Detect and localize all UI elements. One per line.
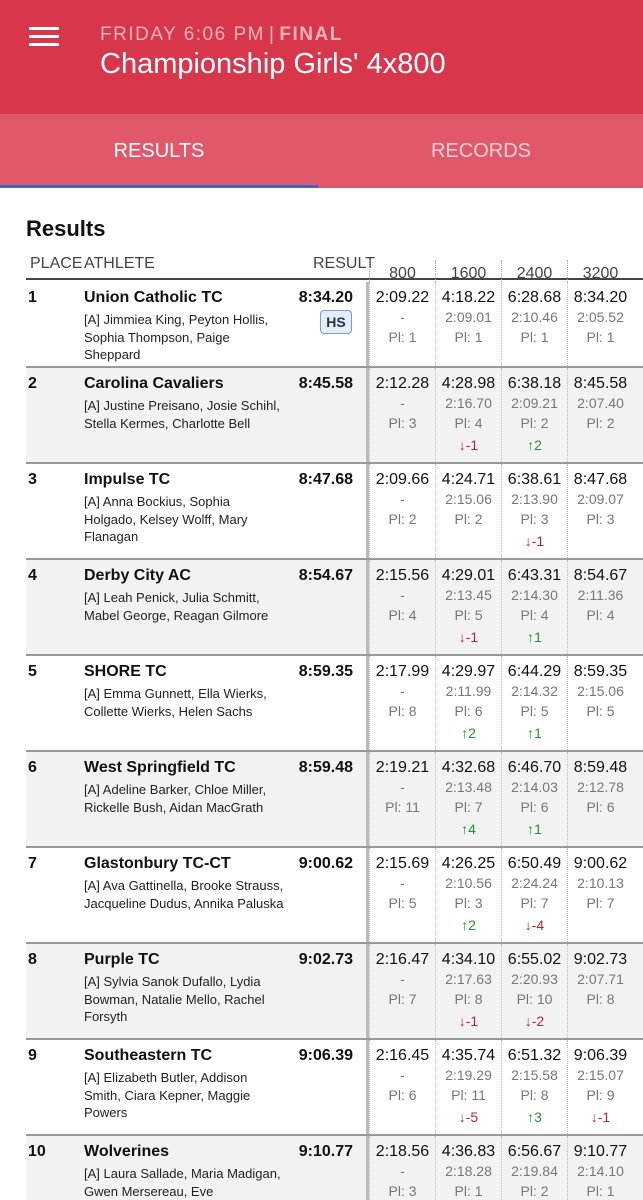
split-place: Pl: 6 bbox=[454, 703, 483, 719]
split-lap: 2:19.84 bbox=[511, 1163, 558, 1179]
split-place: Pl: 4 bbox=[454, 415, 483, 431]
split-time: 2:18.56 bbox=[375, 1143, 430, 1160]
split-time: 4:24.71 bbox=[441, 471, 496, 488]
split-place: Pl: 9 bbox=[586, 1087, 615, 1103]
split-cell bbox=[369, 848, 435, 942]
row-result: 8:34.20 bbox=[298, 289, 353, 306]
split-cell bbox=[435, 282, 501, 366]
row-team-name: Derby City AC bbox=[84, 567, 191, 584]
split-cell bbox=[435, 656, 501, 750]
split-lap: 2:10.46 bbox=[511, 309, 558, 325]
split-lap: 2:10.56 bbox=[445, 875, 492, 891]
row-result: 8:45.58 bbox=[298, 375, 353, 392]
status-separator: | bbox=[268, 24, 276, 45]
event-status: FINAL bbox=[279, 24, 343, 45]
row-place: 1 bbox=[28, 289, 37, 306]
split-place: Pl: 11 bbox=[451, 1087, 486, 1103]
row-result: 8:59.48 bbox=[298, 759, 353, 776]
split-time: 4:36.83 bbox=[441, 1143, 496, 1160]
place-change: ↑2 bbox=[461, 917, 476, 933]
split-cell bbox=[435, 944, 501, 1038]
split-cell bbox=[435, 560, 501, 654]
row-team-name: Southeastern TC bbox=[84, 1047, 213, 1064]
split-cell bbox=[435, 752, 501, 846]
app-header bbox=[0, 0, 643, 114]
split-lap: 2:18.28 bbox=[445, 1163, 492, 1179]
split-lap: 2:11.99 bbox=[445, 683, 492, 699]
split-cell bbox=[567, 282, 633, 366]
split-place: Pl: 7 bbox=[388, 991, 417, 1007]
split-place: Pl: 5 bbox=[454, 607, 483, 623]
split-place: Pl: 6 bbox=[388, 1087, 417, 1103]
split-time: 8:59.35 bbox=[573, 663, 628, 680]
tab-records[interactable]: RECORDS bbox=[430, 139, 531, 162]
row-place: 9 bbox=[28, 1047, 37, 1064]
split-time: 4:34.10 bbox=[441, 951, 496, 968]
split-cell bbox=[501, 1136, 567, 1200]
column-header-athlete: ATHLETE bbox=[84, 255, 155, 272]
split-place: Pl: 7 bbox=[454, 799, 483, 815]
split-lap: 2:09.21 bbox=[511, 395, 558, 411]
split-lap: 2:15.07 bbox=[577, 1067, 624, 1083]
split-place: Pl: 6 bbox=[586, 799, 615, 815]
table-row[interactable] bbox=[26, 752, 643, 848]
place-change: ↓-5 bbox=[458, 1109, 479, 1125]
column-header-split-800: 800 bbox=[369, 260, 435, 288]
split-time: 6:44.29 bbox=[507, 663, 562, 680]
tab-bar bbox=[0, 114, 643, 188]
split-lap: 2:14.10 bbox=[577, 1163, 624, 1179]
split-time: 4:18.22 bbox=[441, 289, 496, 306]
row-place: 7 bbox=[28, 855, 37, 872]
table-row[interactable] bbox=[26, 282, 643, 368]
split-cell bbox=[369, 282, 435, 366]
split-cell bbox=[369, 1040, 435, 1134]
split-place: Pl: 10 bbox=[516, 991, 553, 1007]
split-lap: 2:09.07 bbox=[577, 491, 624, 507]
split-cell bbox=[369, 560, 435, 654]
split-cell bbox=[435, 464, 501, 558]
split-place: Pl: 3 bbox=[388, 415, 417, 431]
column-header-result: RESULT bbox=[313, 255, 375, 272]
split-time: 6:43.31 bbox=[507, 567, 562, 584]
split-time: 2:09.22 bbox=[375, 289, 430, 306]
active-tab-indicator bbox=[0, 185, 318, 188]
split-cell bbox=[501, 368, 567, 462]
split-lap: - bbox=[400, 309, 405, 325]
split-cell bbox=[501, 282, 567, 366]
row-athletes: [A] Justine Preisano, Josie Schihl, Stella Kermes, Charlotte Bell bbox=[84, 398, 280, 431]
row-result: 9:06.39 bbox=[298, 1047, 353, 1064]
row-athletes: [A] Sylvia Sanok Dufallo, Lydia Bowman, Natalie Mello, Rachel Forsyth bbox=[84, 974, 265, 1024]
row-result: 9:10.77 bbox=[298, 1143, 353, 1160]
split-place: Pl: 1 bbox=[454, 329, 483, 345]
results-table[interactable] bbox=[26, 250, 643, 1200]
row-team-name: West Springfield TC bbox=[84, 759, 236, 776]
row-team-name: Glastonbury TC-CT bbox=[84, 855, 231, 872]
split-lap: - bbox=[400, 779, 405, 795]
split-lap: 2:09.01 bbox=[445, 309, 492, 325]
split-time: 9:02.73 bbox=[573, 951, 628, 968]
split-lap: 2:11.36 bbox=[577, 587, 624, 603]
split-cell bbox=[567, 464, 633, 558]
split-place: Pl: 8 bbox=[520, 1087, 549, 1103]
table-row[interactable] bbox=[26, 560, 643, 656]
split-place: Pl: 2 bbox=[388, 511, 417, 527]
split-time: 2:17.99 bbox=[375, 663, 430, 680]
split-cell bbox=[567, 368, 633, 462]
row-team-name: SHORE TC bbox=[84, 663, 167, 680]
place-change: ↑1 bbox=[527, 725, 542, 741]
split-cell bbox=[501, 1040, 567, 1134]
split-place: Pl: 2 bbox=[520, 415, 549, 431]
split-lap: 2:10.13 bbox=[577, 875, 624, 891]
column-header-place: PLACE bbox=[30, 255, 83, 272]
table-row[interactable] bbox=[26, 848, 643, 944]
place-change: ↓-1 bbox=[458, 1013, 479, 1029]
split-time: 2:09.66 bbox=[375, 471, 430, 488]
row-athletes: [A] Ava Gattinella, Brooke Strauss, Jacqueline Dudus, Annika Paluska bbox=[84, 878, 284, 911]
split-time: 4:28.98 bbox=[441, 375, 496, 392]
split-lap: - bbox=[400, 875, 405, 891]
split-lap: 2:05.52 bbox=[577, 309, 624, 325]
split-cell bbox=[501, 848, 567, 942]
table-row[interactable] bbox=[26, 368, 643, 464]
table-header bbox=[26, 250, 643, 280]
table-row[interactable] bbox=[26, 944, 643, 1040]
split-place: Pl: 2 bbox=[586, 415, 615, 431]
split-place: Pl: 7 bbox=[520, 895, 549, 911]
split-place: Pl: 5 bbox=[520, 703, 549, 719]
row-team-name: Carolina Cavaliers bbox=[84, 375, 224, 392]
place-change: ↓-1 bbox=[524, 533, 545, 549]
split-time: 6:46.70 bbox=[507, 759, 562, 776]
section-title: Results bbox=[26, 216, 106, 241]
split-cell bbox=[501, 560, 567, 654]
split-time: 8:45.58 bbox=[573, 375, 628, 392]
row-result: 8:59.35 bbox=[298, 663, 353, 680]
split-time: 4:32.68 bbox=[441, 759, 496, 776]
split-place: Pl: 1 bbox=[454, 1183, 483, 1199]
column-header-split-1600: 1600 bbox=[435, 260, 501, 288]
split-place: Pl: 6 bbox=[520, 799, 549, 815]
table-row[interactable] bbox=[26, 464, 643, 560]
split-place: Pl: 3 bbox=[454, 895, 483, 911]
row-athletes: [A] Elizabeth Butler, Addison Smith, Ciara Kepner, Maggie Powers bbox=[84, 1070, 251, 1120]
place-change: ↑2 bbox=[461, 725, 476, 741]
split-cell bbox=[501, 464, 567, 558]
split-place: Pl: 3 bbox=[520, 511, 549, 527]
place-change: ↓-2 bbox=[524, 1013, 545, 1029]
tab-results[interactable]: RESULTS bbox=[113, 139, 205, 162]
split-lap: 2:14.32 bbox=[511, 683, 558, 699]
split-lap: 2:15.06 bbox=[577, 683, 624, 699]
place-change: ↑1 bbox=[527, 821, 542, 837]
split-lap: 2:20.93 bbox=[511, 971, 558, 987]
split-cell bbox=[501, 656, 567, 750]
split-place: Pl: 5 bbox=[586, 703, 615, 719]
split-cell bbox=[435, 368, 501, 462]
split-lap: - bbox=[400, 683, 405, 699]
split-place: Pl: 1 bbox=[520, 329, 549, 345]
row-place: 8 bbox=[28, 951, 37, 968]
place-change: ↓-4 bbox=[524, 917, 545, 933]
split-cell bbox=[567, 560, 633, 654]
split-time: 8:59.48 bbox=[573, 759, 628, 776]
split-cell bbox=[501, 944, 567, 1038]
row-place: 5 bbox=[28, 663, 37, 680]
split-cell bbox=[567, 752, 633, 846]
split-cell bbox=[435, 848, 501, 942]
split-cell bbox=[435, 1136, 501, 1200]
split-lap: 2:16.70 bbox=[445, 395, 492, 411]
split-place: Pl: 4 bbox=[388, 607, 417, 623]
split-lap: 2:17.63 bbox=[445, 971, 492, 987]
split-lap: - bbox=[400, 395, 405, 411]
row-athletes: [A] Emma Gunnett, Ella Wierks, Collette Wierks, Helen Sachs bbox=[84, 686, 267, 719]
split-cell bbox=[435, 1040, 501, 1134]
split-place: Pl: 1 bbox=[586, 1183, 615, 1199]
split-lap: 2:13.90 bbox=[511, 491, 558, 507]
split-time: 9:06.39 bbox=[573, 1047, 628, 1064]
split-time: 2:12.28 bbox=[375, 375, 430, 392]
event-title: Championship Girls' 4x800 bbox=[100, 48, 446, 80]
split-cell bbox=[567, 1040, 633, 1134]
split-lap: 2:07.40 bbox=[577, 395, 624, 411]
split-place: Pl: 8 bbox=[388, 703, 417, 719]
split-time: 6:38.61 bbox=[507, 471, 562, 488]
row-athletes: [A] Leah Penick, Julia Schmitt, Mabel George, Reagan Gilmore bbox=[84, 590, 269, 623]
split-time: 6:51.32 bbox=[507, 1047, 562, 1064]
split-place: Pl: 8 bbox=[586, 991, 615, 1007]
split-cell bbox=[369, 368, 435, 462]
split-lap: 2:15.06 bbox=[445, 491, 492, 507]
row-athletes: [A] Jimmiea King, Peyton Hollis, Sophia Thompson, Paige Sheppard bbox=[84, 312, 269, 362]
row-place: 6 bbox=[28, 759, 37, 776]
split-place: Pl: 1 bbox=[586, 329, 615, 345]
split-time: 2:15.69 bbox=[375, 855, 430, 872]
split-cell bbox=[567, 848, 633, 942]
split-place: Pl: 4 bbox=[586, 607, 615, 623]
split-lap: - bbox=[400, 971, 405, 987]
split-time: 8:54.67 bbox=[573, 567, 628, 584]
split-lap: 2:13.45 bbox=[445, 587, 492, 603]
row-result: 8:47.68 bbox=[298, 471, 353, 488]
split-lap: 2:14.03 bbox=[511, 779, 558, 795]
split-lap: 2:14.30 bbox=[511, 587, 558, 603]
split-time: 6:55.02 bbox=[507, 951, 562, 968]
row-team-name: Wolverines bbox=[84, 1143, 170, 1160]
column-header-split-3200: 3200 bbox=[567, 260, 633, 288]
row-team-name: Union Catholic TC bbox=[84, 289, 223, 306]
split-time: 2:16.47 bbox=[375, 951, 430, 968]
row-place: 10 bbox=[28, 1143, 46, 1160]
split-place: Pl: 5 bbox=[388, 895, 417, 911]
row-team-name: Impulse TC bbox=[84, 471, 171, 488]
row-athletes: [A] Anna Bockius, Sophia Holgado, Kelsey Wolff, Mary Flanagan bbox=[84, 494, 248, 544]
split-time: 9:10.77 bbox=[573, 1143, 628, 1160]
split-time: 6:56.67 bbox=[507, 1143, 562, 1160]
row-athletes: [A] Adeline Barker, Chloe Miller, Rickelle Bush, Aidan MacGrath bbox=[84, 782, 267, 815]
split-cell bbox=[501, 752, 567, 846]
split-place: Pl: 2 bbox=[454, 511, 483, 527]
place-change: ↑1 bbox=[527, 629, 542, 645]
place-change: ↑2 bbox=[527, 437, 542, 453]
row-result: 9:02.73 bbox=[298, 951, 353, 968]
record-badge: HS bbox=[320, 310, 352, 334]
split-lap: 2:15.58 bbox=[511, 1067, 558, 1083]
column-header-split-2400: 2400 bbox=[501, 260, 567, 288]
split-place: Pl: 4 bbox=[520, 607, 549, 623]
split-lap: - bbox=[400, 1067, 405, 1083]
split-time: 6:50.49 bbox=[507, 855, 562, 872]
split-time: 2:16.45 bbox=[375, 1047, 430, 1064]
event-status-line bbox=[100, 24, 343, 46]
split-lap: 2:07.71 bbox=[577, 971, 624, 987]
split-place: Pl: 2 bbox=[520, 1183, 549, 1199]
row-team-name: Purple TC bbox=[84, 951, 160, 968]
row-place: 4 bbox=[28, 567, 37, 584]
row-athletes: [A] Laura Sallade, Maria Madigan, Gwen Mersereau, Eve bbox=[84, 1166, 281, 1199]
split-cell bbox=[567, 656, 633, 750]
split-lap: 2:12.78 bbox=[577, 779, 624, 795]
row-place: 2 bbox=[28, 375, 37, 392]
split-place: Pl: 8 bbox=[454, 991, 483, 1007]
split-time: 2:19.21 bbox=[375, 759, 430, 776]
split-time: 4:35.74 bbox=[441, 1047, 496, 1064]
split-cell bbox=[567, 944, 633, 1038]
hamburger-menu-icon[interactable] bbox=[29, 27, 59, 47]
split-lap: - bbox=[400, 491, 405, 507]
split-time: 6:38.18 bbox=[507, 375, 562, 392]
split-time: 6:28.68 bbox=[507, 289, 562, 306]
split-cell bbox=[369, 752, 435, 846]
place-change: ↓-1 bbox=[458, 629, 479, 645]
table-row[interactable] bbox=[26, 1040, 643, 1136]
split-cell bbox=[369, 944, 435, 1038]
split-time: 8:47.68 bbox=[573, 471, 628, 488]
split-lap: 2:13.48 bbox=[445, 779, 492, 795]
table-row[interactable] bbox=[26, 1136, 643, 1200]
split-time: 4:29.97 bbox=[441, 663, 496, 680]
split-lap: - bbox=[400, 1163, 405, 1179]
table-row[interactable] bbox=[26, 656, 643, 752]
split-cell bbox=[567, 1136, 633, 1200]
split-time: 8:34.20 bbox=[573, 289, 628, 306]
split-time: 9:00.62 bbox=[573, 855, 628, 872]
split-lap: 2:19.29 bbox=[445, 1067, 492, 1083]
split-place: Pl: 3 bbox=[388, 1183, 417, 1199]
place-change: ↑3 bbox=[527, 1109, 542, 1125]
split-place: Pl: 11 bbox=[385, 799, 420, 815]
split-cell bbox=[369, 464, 435, 558]
place-change: ↓-1 bbox=[590, 1109, 611, 1125]
place-change: ↓-1 bbox=[458, 437, 479, 453]
event-day-time: FRIDAY 6:06 PM bbox=[100, 24, 265, 45]
row-result: 8:54.67 bbox=[298, 567, 353, 584]
row-result: 9:00.62 bbox=[298, 855, 353, 872]
split-cell bbox=[369, 656, 435, 750]
split-time: 4:26.25 bbox=[441, 855, 496, 872]
split-place: Pl: 1 bbox=[388, 329, 417, 345]
row-place: 3 bbox=[28, 471, 37, 488]
split-lap: - bbox=[400, 587, 405, 603]
split-cell bbox=[369, 1136, 435, 1200]
split-place: Pl: 7 bbox=[586, 895, 615, 911]
split-place: Pl: 3 bbox=[586, 511, 615, 527]
place-change: ↑4 bbox=[461, 821, 476, 837]
split-time: 2:15.56 bbox=[375, 567, 430, 584]
split-lap: 2:24.24 bbox=[511, 875, 558, 891]
split-time: 4:29.01 bbox=[441, 567, 496, 584]
